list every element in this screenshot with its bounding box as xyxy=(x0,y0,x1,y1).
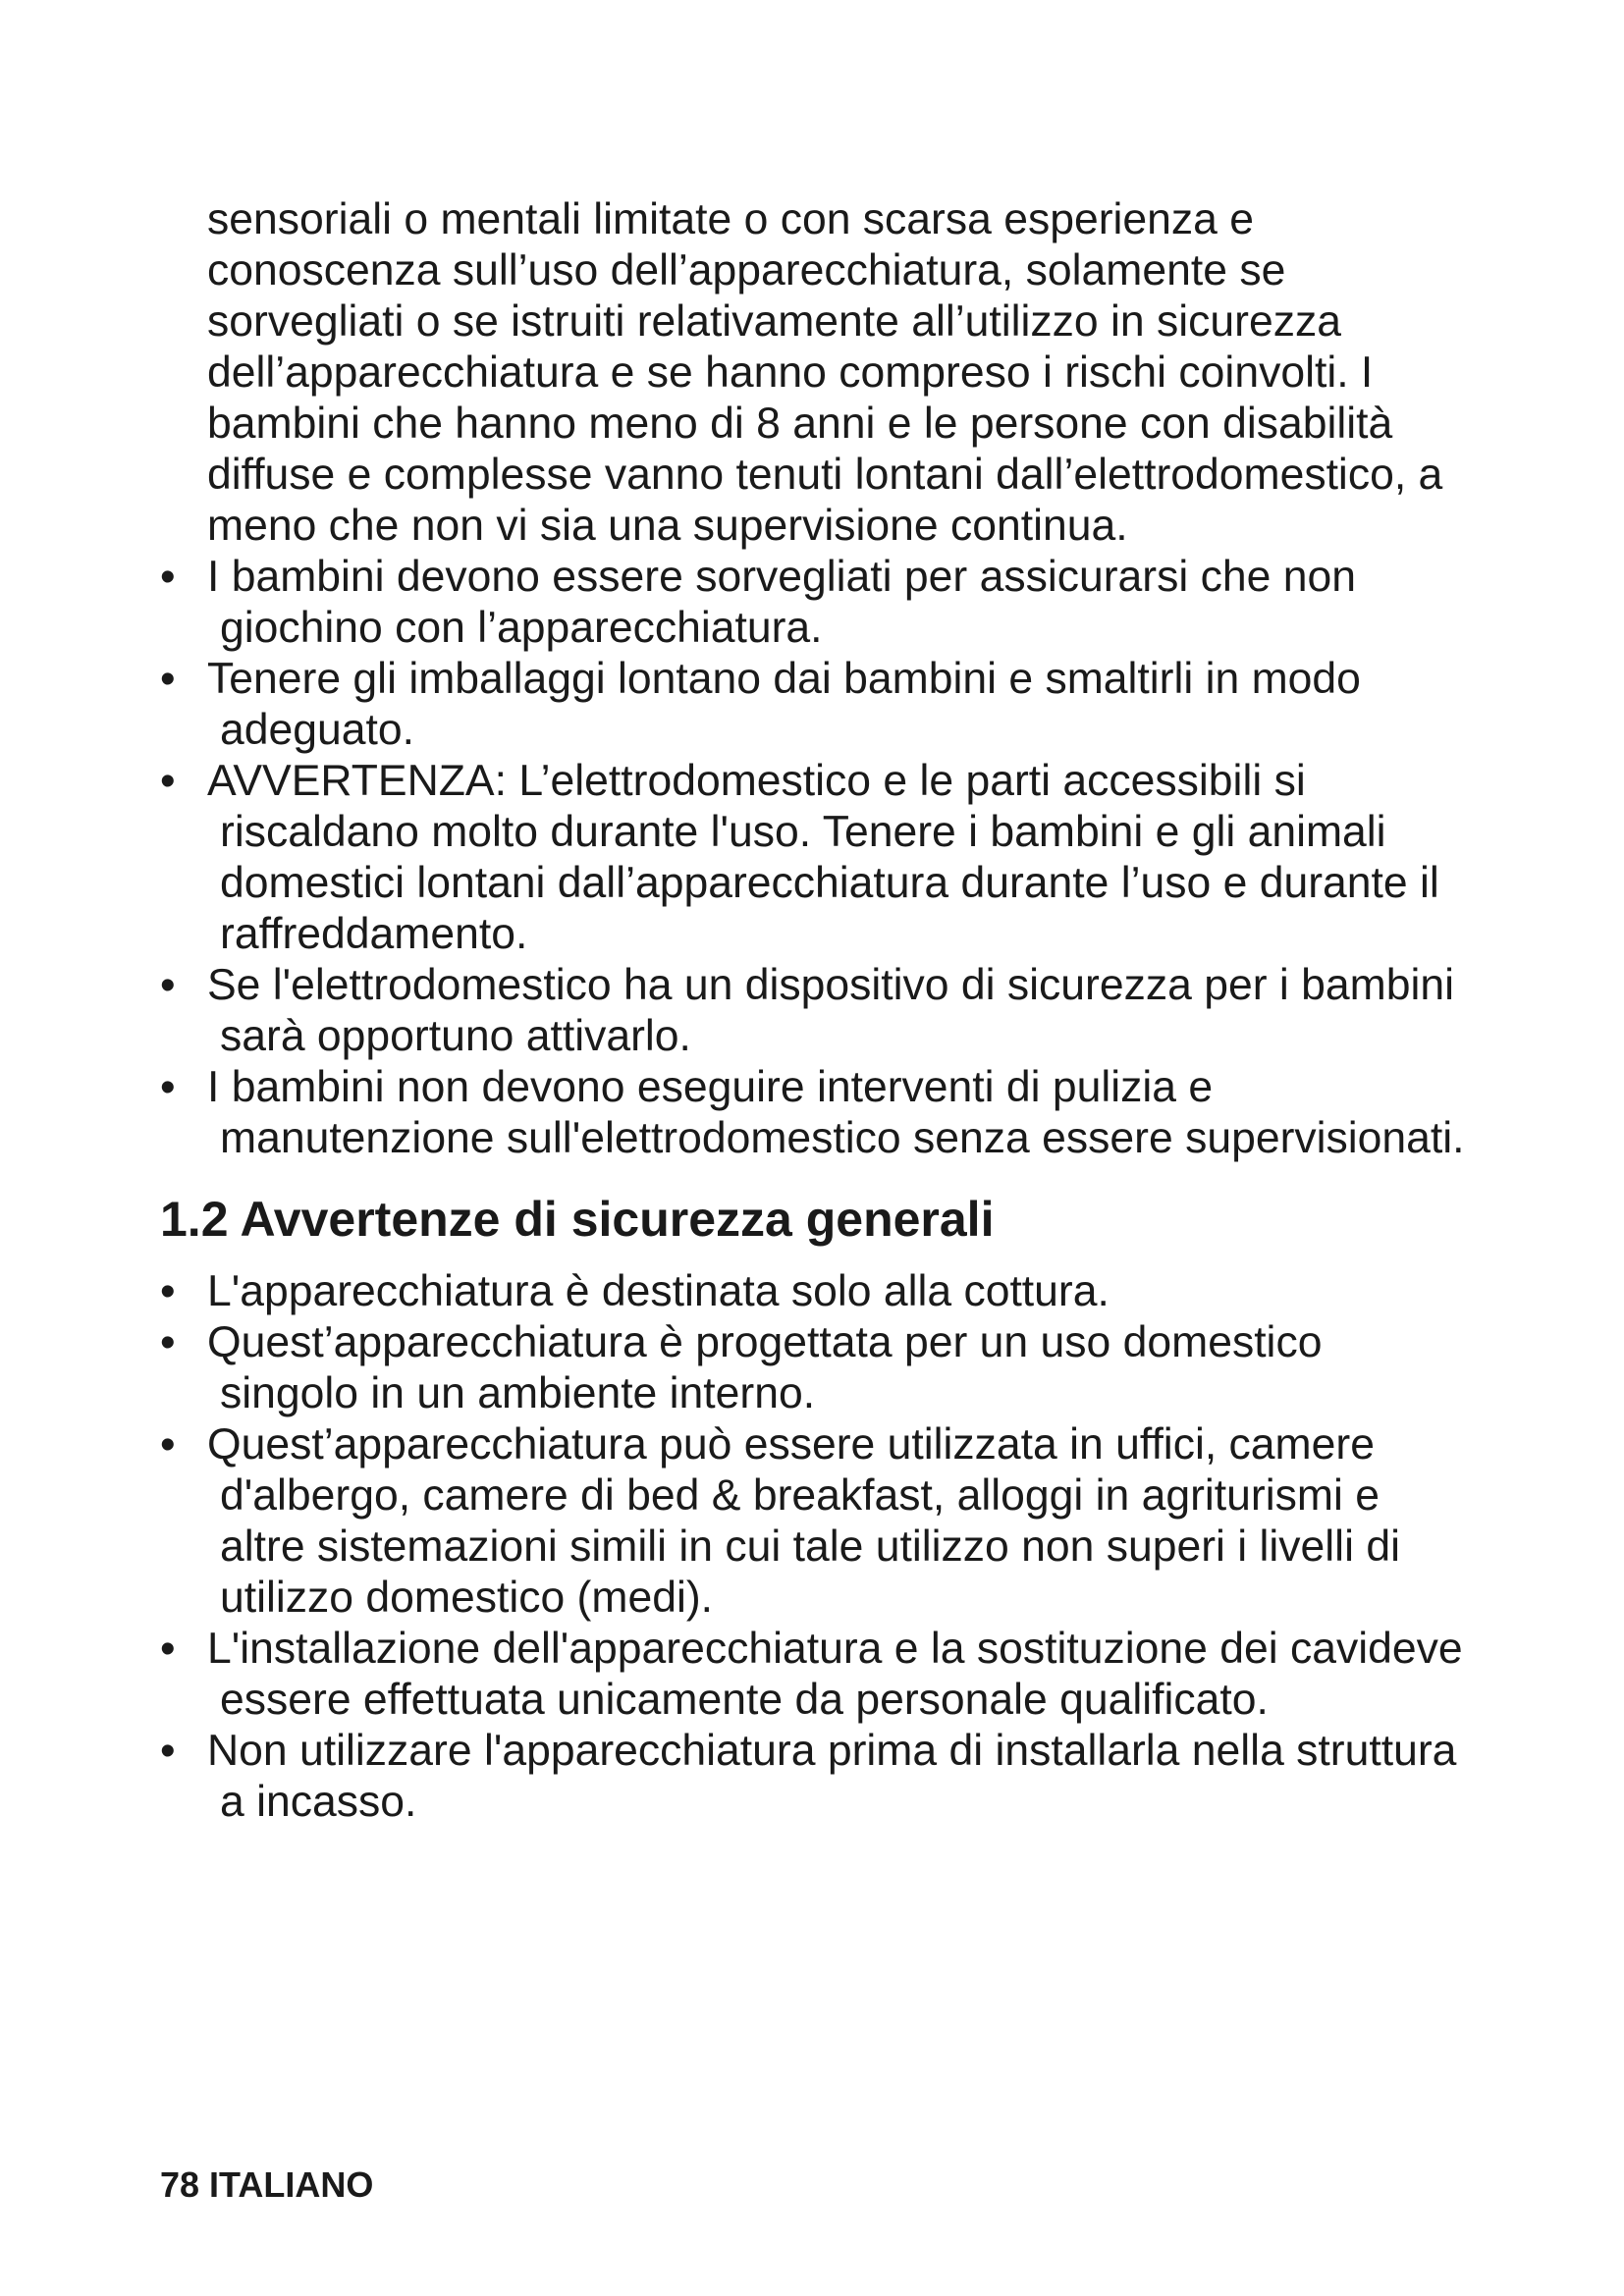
general-safety-list xyxy=(160,1266,1466,1828)
page-footer: 78 ITALIANO xyxy=(160,2164,374,2205)
list-item xyxy=(160,1419,1466,1624)
list-item-text: Non utilizzare l'apparecchiatura prima di installarla nella struttura a incasso. xyxy=(207,1727,1457,1826)
list-item-text: Tenere gli imballaggi lontano dai bambini e smaltirli in modo adeguato. xyxy=(207,655,1361,754)
list-item xyxy=(160,756,1466,960)
bullet-icon: • xyxy=(160,961,176,1009)
list-item xyxy=(160,1726,1466,1828)
bullet-icon: • xyxy=(160,1420,176,1468)
bullet-icon: • xyxy=(160,1267,176,1315)
bullet-icon: • xyxy=(160,1625,176,1673)
children-safety-list xyxy=(160,552,1466,1164)
list-item-text: Quest’apparecchiatura è progettata per un uso domestico singolo in un ambiente interno. xyxy=(207,1318,1323,1417)
list-item xyxy=(160,654,1466,756)
list-item-text: L'installazione dell'apparecchiatura e la sostituzione dei cavideve essere effettuata unicamente da personale qualificato. xyxy=(207,1625,1463,1724)
list-item-text: AVVERTENZA: L’elettrodomestico e le parti accessibili si riscaldano molto durante l'uso. Tenere i bambini e gli animali domestici lontani dall’apparecchiatura durante l’uso e durante il raffreddamento. xyxy=(207,757,1439,958)
section-heading: 1.2 Avvertenze di sicurezza generali xyxy=(160,1192,995,1247)
list-item xyxy=(160,552,1466,654)
bullet-icon: • xyxy=(160,757,176,805)
list-item xyxy=(160,960,1466,1062)
bullet-icon: • xyxy=(160,1727,176,1775)
list-item-text: Se l'elettrodomestico ha un dispositivo di sicurezza per i bambini sarà opportuno attivarlo. xyxy=(207,961,1454,1060)
list-item xyxy=(160,1266,1466,1317)
bullet-icon: • xyxy=(160,655,176,703)
intro-paragraph: sensoriali o mentali limitate o con scarsa esperienza e conoscenza sull’uso dell’apparecchiatura, solamente se sorvegliati o se istruiti relativamente all’utilizzo in sicurezza dell’apparecchiatura e se hanno compreso i rischi coinvolti. I bambini che hanno meno di 8 anni e le persone con disabilità diffuse e complesse vanno tenuti lontani dall’elettrodomestico, a meno che non vi sia una supervisione continua. xyxy=(207,195,1443,550)
list-item-text: I bambini devono essere sorvegliati per assicurarsi che non giochino con l’apparecchiatura. xyxy=(207,553,1356,652)
list-item xyxy=(160,1317,1466,1419)
bullet-icon: • xyxy=(160,553,176,601)
manual-page xyxy=(160,194,1466,1828)
list-item xyxy=(160,1062,1466,1164)
list-item-text: Quest’apparecchiatura può essere utilizzata in uffici, camere d'albergo, camere di bed & breakfast, alloggi in agriturismi e altre sistemazioni simili in cui tale utilizzo non superi i livelli di utilizzo domestico (medi). xyxy=(207,1420,1400,1622)
list-item xyxy=(160,1624,1466,1726)
list-item-text: L'apparecchiatura è destinata solo alla cottura. xyxy=(207,1267,1110,1315)
bullet-icon: • xyxy=(160,1063,176,1111)
list-item-text: I bambini non devono eseguire interventi di pulizia e manutenzione sull'elettrodomestico senza essere supervisionati. xyxy=(207,1063,1465,1162)
bullet-icon: • xyxy=(160,1318,176,1366)
